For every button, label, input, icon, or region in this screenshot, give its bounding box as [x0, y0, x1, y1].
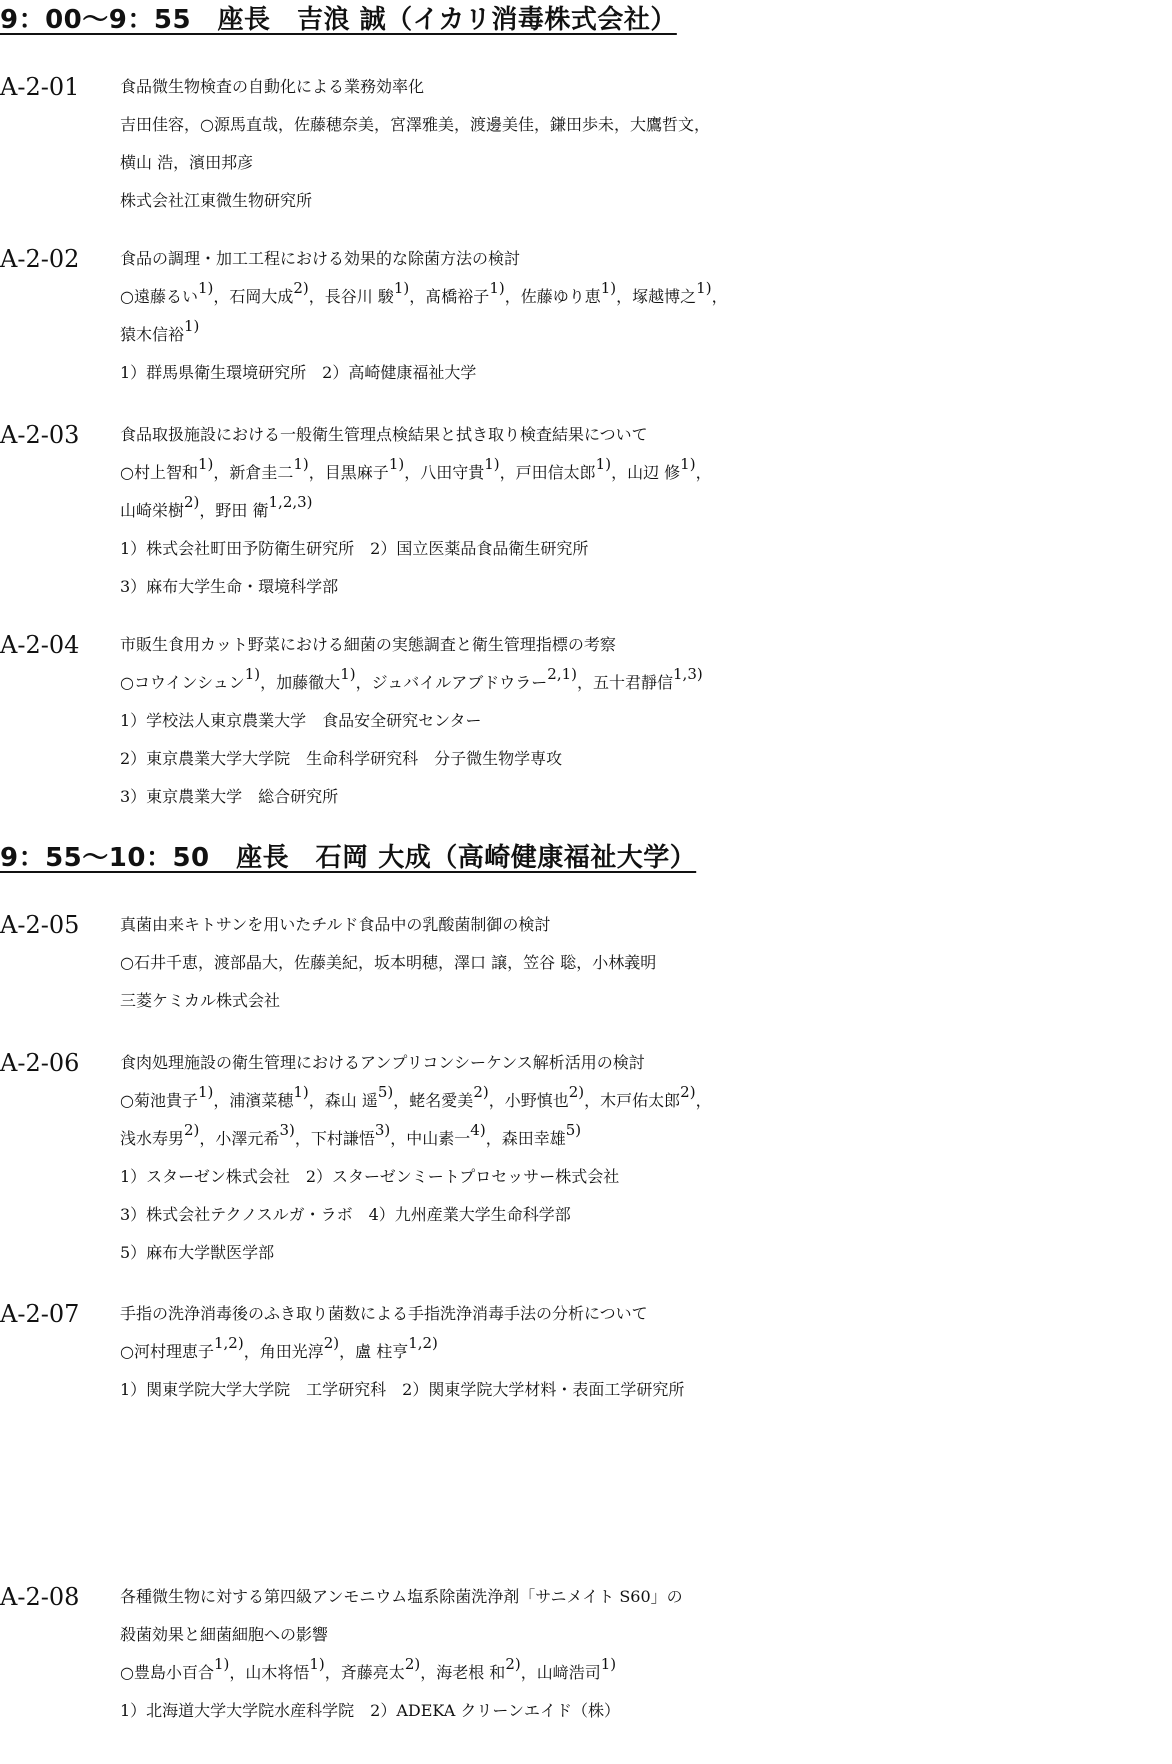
affiliation-marker: 2) [680, 1083, 696, 1101]
affiliation-line: 3）麻布大学生命・環境科学部 [120, 577, 339, 596]
author-name: ，石岡大成 [213, 287, 294, 306]
presentation-number: A-2-02 [0, 245, 80, 273]
affiliation-line: 1）学校法人東京農業大学 食品安全研究センター [120, 711, 482, 730]
affiliation-marker: 2) [505, 1655, 521, 1673]
affiliation-marker: 2,1) [547, 665, 577, 683]
presentation-title: 殺菌効果と細菌細胞への影響 [120, 1625, 329, 1644]
author-name: ，塚越博之 [616, 287, 697, 306]
presentation-number: A-2-07 [0, 1300, 80, 1328]
presentation-title: 食品微生物検査の自動化による業務効率化 [120, 77, 425, 96]
affiliation-marker: 1,2,3) [268, 493, 313, 511]
affiliation-marker: 1) [484, 455, 500, 473]
author-name: ，森山 遥 [308, 1091, 378, 1110]
author-name: 宮澤雅美， [390, 115, 471, 134]
presentation-title: 各種微生物に対する第四級アンモニウム塩系除菌洗浄剤「サニメイト S60」の [120, 1587, 683, 1606]
affiliation-marker: 2) [323, 1334, 340, 1352]
presentation-number: A-2-05 [0, 911, 80, 939]
author-line [120, 944, 1170, 982]
presentation-number: A-2-04 [0, 631, 80, 659]
author-name: 猿木信裕 [120, 325, 185, 344]
presentation-details [120, 68, 1170, 220]
author-name: ○源馬直哉， [200, 115, 294, 134]
affiliation-marker: 1) [197, 1083, 214, 1101]
author-name: ，加藤徹大 [260, 673, 341, 692]
session-header: 9：00〜9：55 座長 吉浪 誠（イカリ消毒株式会社） [0, 5, 677, 35]
author-line [120, 1654, 1170, 1692]
author-name: ，目黒麻子 [308, 463, 389, 482]
author-line [120, 106, 1170, 144]
author-name: 鎌田歩未， [550, 115, 631, 134]
author-name: 渡部晶大， [213, 953, 294, 972]
author-name: ，八田守貴 [404, 463, 485, 482]
author-name: 渡邊美佳， [470, 115, 551, 134]
author-name: ，小野慎也 [488, 1091, 569, 1110]
author-line [120, 144, 1170, 182]
author-name: 佐藤美紀， [293, 953, 374, 972]
affiliation-marker: 1) [197, 279, 214, 297]
affiliation-marker: 1) [293, 1083, 309, 1101]
author-name: ，角田光淳 [243, 1342, 324, 1361]
affiliation-marker: 1) [600, 279, 617, 297]
author-name: ，蛯名愛美 [393, 1091, 474, 1110]
affiliation-line: 1）関東学院大学大学院 工学研究科 2）関東学院大学材料・表面工学研究所 [120, 1380, 685, 1399]
affiliation-line: 3）株式会社テクノスルガ・ラボ 4）九州産業大学生命科学部 [120, 1205, 571, 1224]
author-line [120, 492, 1170, 530]
presentation-title: 手指の洗浄消毒後のふき取り菌数による手指洗浄消毒手法の分析について [120, 1304, 648, 1323]
affiliation-line: 株式会社江東微生物研究所 [120, 191, 313, 210]
affiliation-line: 1）株式会社町田予防衛生研究所 2）国立医薬品食品衛生研究所 [120, 539, 589, 558]
author-name: ，山辺 修 [611, 463, 681, 482]
author-line [120, 1333, 1170, 1371]
author-name: 坂本明穂， [374, 953, 455, 972]
affiliation-marker: 1) [244, 665, 261, 683]
affiliation-marker: 1,2) [213, 1334, 244, 1352]
author-name: 吉田佳容， [120, 115, 201, 134]
author-name: ，中山素一 [390, 1129, 471, 1148]
affiliation-marker: 1,2) [408, 1334, 438, 1352]
affiliation-line: 5）麻布大学獣医学部 [120, 1243, 275, 1262]
affiliation-marker: 1) [600, 1655, 617, 1673]
author-name: ，新倉圭二 [213, 463, 294, 482]
author-name: ， [711, 287, 728, 306]
author-name: ，ジュバイルアブドウラー [355, 673, 548, 692]
author-line [120, 278, 1170, 316]
author-name: ，海老根 和 [420, 1663, 506, 1682]
affiliation-marker: 2) [293, 279, 309, 297]
author-name: ，戸田信太郎 [499, 463, 596, 482]
affiliation-marker: 1) [489, 279, 505, 297]
author-name: 佐藤穂奈美， [293, 115, 390, 134]
author-name: ，斉藤亮太 [324, 1663, 405, 1682]
affiliation-marker: 3) [374, 1121, 391, 1139]
affiliation-marker: 2) [473, 1083, 489, 1101]
author-name: ○遠藤るい [120, 287, 198, 306]
author-name: ○村上智和 [120, 463, 198, 482]
presentation-title: 真菌由来キトサンを用いたチルド食品中の乳酸菌制御の検討 [120, 915, 551, 934]
presentation-details [120, 626, 1170, 816]
affiliation-marker: 1) [309, 1655, 325, 1673]
presentation-number: A-2-08 [0, 1583, 80, 1611]
author-line [120, 1120, 1170, 1158]
author-name: ，髙橋裕子 [409, 287, 490, 306]
presentation-title: 食肉処理施設の衛生管理におけるアンプリコンシーケンス解析活用の検討 [120, 1053, 645, 1072]
author-name: ○石井千恵， [120, 953, 214, 972]
affiliation-marker: 5) [377, 1083, 394, 1101]
affiliation-marker: 1) [213, 1655, 230, 1673]
presentation-number: A-2-01 [0, 73, 80, 101]
presentation-title: 食品の調理・加工工程における効果的な除菌方法の検討 [120, 249, 521, 268]
affiliation-line: 1）群馬県衛生環境研究所 2）高崎健康福祉大学 [120, 363, 477, 382]
author-name: ， [695, 1091, 712, 1110]
author-name: ，長谷川 駿 [308, 287, 394, 306]
affiliation-marker: 2) [568, 1083, 585, 1101]
affiliation-line: 1）北海道大学大学院水産科学院 2）ADEKA クリーンエイド（株） [120, 1701, 621, 1720]
presentation-details [120, 1578, 1170, 1730]
author-name: ，盧 柱亨 [339, 1342, 409, 1361]
presentation-details [120, 1044, 1170, 1272]
presentation-number: A-2-03 [0, 421, 80, 449]
affiliation-line: 3）東京農業大学 総合研究所 [120, 787, 339, 806]
author-name: ，木戸佑太郎 [584, 1091, 681, 1110]
author-name: ○河村理恵子 [120, 1342, 214, 1361]
affiliation-line: 1）スターゼン株式会社 2）スターゼンミートプロセッサー株式会社 [120, 1167, 620, 1186]
affiliation-marker: 1) [595, 455, 612, 473]
author-name: ，野田 衛 [199, 501, 269, 520]
author-name: 小林義明 [592, 953, 657, 972]
affiliation-marker: 1) [197, 455, 214, 473]
author-line [120, 316, 1170, 354]
author-name: ○豊島小百合 [120, 1663, 214, 1682]
affiliation-marker: 4) [470, 1121, 486, 1139]
author-name: 大鷹哲文， [630, 115, 711, 134]
author-name: ，山﨑浩司 [520, 1663, 601, 1682]
author-line [120, 454, 1170, 492]
author-name: 澤口 譲， [454, 953, 524, 972]
session-header: 9：55〜10：50 座長 石岡 大成（高崎健康福祉大学） [0, 843, 697, 873]
presentation-details [120, 1295, 1170, 1409]
author-name: 濱田邦彦 [189, 153, 254, 172]
affiliation-marker: 5) [565, 1121, 582, 1139]
author-name: ，山木将悟 [229, 1663, 310, 1682]
presentation-details [120, 906, 1170, 1020]
affiliation-marker: 1) [184, 317, 200, 335]
author-name: ，浦濱菜穂 [213, 1091, 294, 1110]
affiliation-marker: 1) [393, 279, 410, 297]
author-line [120, 664, 1170, 702]
presentation-title: 市販生食用カット野菜における細菌の実態調査と衛生管理指標の考察 [120, 635, 616, 654]
affiliation-marker: 3) [279, 1121, 295, 1139]
author-name: ， [695, 463, 712, 482]
presentation-details [120, 416, 1170, 606]
author-name: 山崎栄樹 [120, 501, 185, 520]
affiliation-marker: 2) [184, 493, 200, 511]
author-name: ，小澤元希 [199, 1129, 280, 1148]
author-name: ○菊池貴子 [120, 1091, 198, 1110]
affiliation-marker: 1) [696, 279, 712, 297]
author-name: 笠谷 聡， [523, 953, 593, 972]
presentation-number: A-2-06 [0, 1049, 80, 1077]
presentation-title: 食品取扱施設における一般衛生管理点検結果と拭き取り検査結果について [120, 425, 648, 444]
presentation-details [120, 240, 1170, 392]
author-name: 横山 浩， [120, 153, 190, 172]
author-line [120, 1082, 1170, 1120]
affiliation-marker: 1) [293, 455, 309, 473]
author-name: ，五十君靜信 [577, 673, 674, 692]
affiliation-line: 三菱ケミカル株式会社 [120, 991, 281, 1010]
affiliation-marker: 1) [680, 455, 696, 473]
author-name: ，佐藤ゆり恵 [504, 287, 601, 306]
author-name: 浅水寿男 [120, 1129, 185, 1148]
affiliation-marker: 1,3) [673, 665, 703, 683]
author-name: ，下村謙悟 [294, 1129, 375, 1148]
affiliation-marker: 2) [184, 1121, 200, 1139]
author-name: ，森田幸雄 [485, 1129, 566, 1148]
affiliation-marker: 2) [404, 1655, 421, 1673]
author-name: ○コウインシュン [120, 673, 245, 692]
affiliation-line: 2）東京農業大学大学院 生命科学研究科 分子微生物学専攻 [120, 749, 563, 768]
affiliation-marker: 1) [340, 665, 356, 683]
affiliation-marker: 1) [388, 455, 405, 473]
